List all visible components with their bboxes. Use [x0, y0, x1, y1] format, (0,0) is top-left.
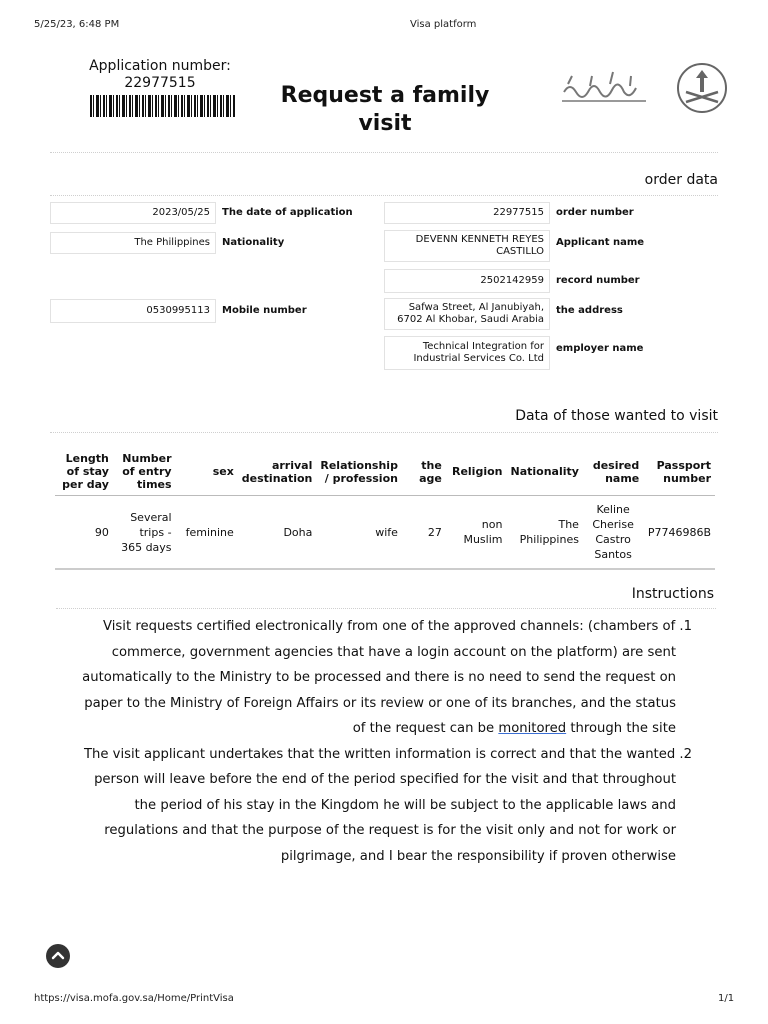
address-label: the address	[556, 305, 623, 316]
cell-sex: feminine	[176, 496, 238, 570]
cell-nationality: The Philippines	[506, 496, 582, 570]
instructions-title: Instructions	[631, 586, 714, 602]
cell-desired-name: Keline Cherise Castro Santos	[583, 496, 643, 570]
col-passport-number: Passport number	[643, 448, 715, 496]
instruction-line: regulations and that the purpose of the request is for the visit only and not for work or	[104, 823, 676, 838]
instruction-text: through the site	[566, 721, 676, 736]
col-length-of-stay: Length of stay per day	[55, 448, 113, 496]
application-number-value: 22977515	[124, 75, 196, 91]
date-of-application-value: 2023/05/25	[50, 202, 216, 224]
visitors-title: Data of those wanted to visit	[515, 408, 718, 424]
page-title	[270, 82, 500, 138]
col-religion: Religion	[446, 448, 507, 496]
date-of-application-label: The date of application	[222, 207, 353, 218]
title-line-1: Request a family	[280, 83, 490, 108]
instruction-line: the period of his stay in the Kingdom he will be subject to the applicable laws and	[134, 797, 676, 813]
divider	[50, 432, 718, 433]
address-value: Safwa Street, Al Janubiyah, 6702 Al Khobar, Saudi Arabia	[384, 298, 550, 330]
instruction-line: person will leave before the end of the period specified for the visit and that throughout	[94, 772, 676, 787]
instruction-line: The visit applicant undertakes that the written information is correct and that the wanted .2	[83, 746, 692, 762]
col-age: the age	[402, 448, 446, 496]
visitors-table	[55, 448, 715, 570]
instruction-item-1	[40, 614, 692, 742]
instruction-line: commerce, government agencies that have a login account on the platform) are sent	[111, 644, 676, 660]
employer-name-label: employer name	[556, 343, 644, 354]
mobile-number-value: 0530995113	[50, 299, 216, 323]
instruction-text: of the request can be	[352, 721, 499, 736]
col-desired-name: desired name	[583, 448, 643, 496]
col-arrival-destination: arrival destination	[238, 448, 317, 496]
record-number-value: 2502142959	[384, 269, 550, 293]
application-number-block	[70, 58, 250, 92]
print-page-count: 1/1	[718, 993, 735, 1004]
applicant-name-value: DEVENN KENNETH REYES CASTILLO	[384, 230, 550, 262]
cell-length-of-stay: 90	[55, 496, 113, 570]
instruction-line	[40, 716, 692, 742]
ministry-emblem-icon	[560, 62, 730, 116]
application-number-label: Application number:	[89, 58, 231, 74]
monitored-link[interactable]: monitored	[498, 721, 567, 736]
col-number-of-entries: Number of entry times	[113, 448, 176, 496]
divider	[56, 608, 716, 609]
cell-number-of-entries: Several trips - 365 days	[113, 496, 176, 570]
table-header-row	[55, 448, 715, 496]
mobile-number-label: Mobile number	[222, 305, 307, 316]
instructions-list	[40, 614, 692, 869]
applicant-name-label: Applicant name	[556, 237, 645, 248]
scroll-top-button[interactable]	[46, 944, 70, 968]
divider	[50, 152, 718, 153]
print-page-title: Visa platform	[410, 19, 477, 30]
instruction-line: paper to the Ministry of Foreign Affairs or its review or one of its branches, and the status	[84, 695, 676, 711]
employer-name-value: Technical Integration for Industrial Services Co. Ltd	[384, 336, 550, 370]
print-datetime: 5/25/23, 6:48 PM	[34, 19, 120, 30]
table-row	[55, 496, 715, 570]
print-url: https://visa.mofa.gov.sa/Home/PrintVisa	[34, 993, 234, 1004]
instruction-line: Visit requests certified electronically from one of the approved channels: (chambers of .1	[103, 619, 692, 634]
instruction-item-2	[40, 742, 692, 870]
barcode	[90, 95, 235, 117]
col-nationality: Nationality	[506, 448, 582, 496]
cell-relationship: wife	[316, 496, 402, 570]
divider	[50, 195, 718, 196]
title-line-2: visit	[358, 111, 412, 136]
cell-passport-number: P7746986B	[643, 496, 715, 570]
record-number-label: record number	[556, 275, 640, 286]
col-sex: sex	[176, 448, 238, 496]
cell-arrival-destination: Doha	[238, 496, 317, 570]
nationality-label: Nationality	[222, 237, 285, 248]
cell-age: 27	[402, 496, 446, 570]
order-number-value: 22977515	[384, 202, 550, 224]
col-relationship: Relationship / profession	[316, 448, 402, 496]
chevron-up-icon	[51, 949, 65, 963]
nationality-value: The Philippines	[50, 232, 216, 254]
instruction-line: pilgrimage, and I bear the responsibility if proven otherwise	[280, 848, 676, 864]
cell-religion: non Muslim	[446, 496, 507, 570]
instruction-line: automatically to the Ministry to be processed and there is no need to send the request on	[82, 670, 676, 685]
order-data-title: order data	[644, 172, 718, 188]
order-number-label: order number	[556, 207, 634, 218]
